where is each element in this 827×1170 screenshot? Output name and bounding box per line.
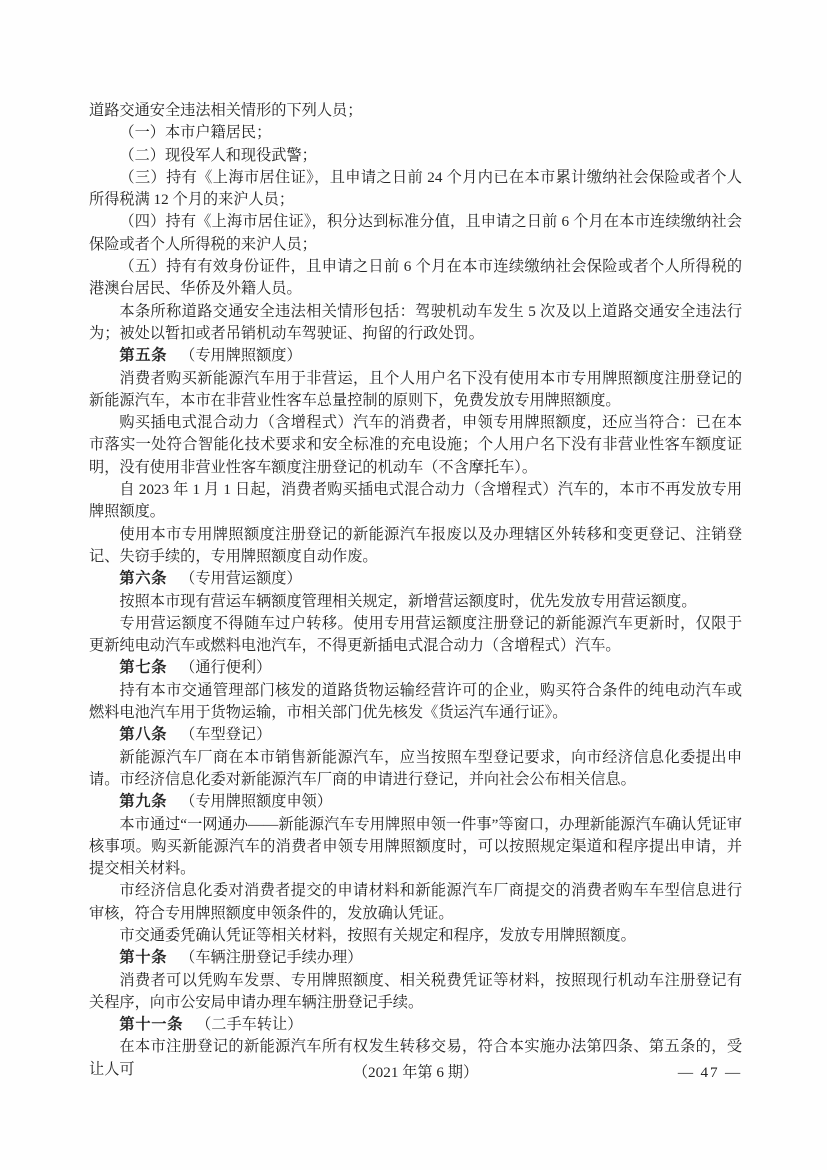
paragraph: 使用本市专用牌照额度注册登记的新能源汽车报废以及办理辖区外转移和变更登记、注销登记、失窃手续的，专用牌照额度自动作废。 bbox=[89, 525, 742, 565]
paragraph: 在本市注册登记的新能源汽车所有权发生转移交易，符合本实施办法第四条、第五条的，受让人可 bbox=[89, 1038, 742, 1078]
article-title: （车型登记） bbox=[180, 726, 272, 744]
page-footer bbox=[89, 1062, 742, 1084]
paragraph: 道路交通安全违法相关情形的下列人员； bbox=[89, 102, 363, 119]
paragraph: （一）本市户籍居民； bbox=[119, 124, 272, 142]
page-number: — 47 — bbox=[677, 1064, 742, 1081]
article-heading bbox=[89, 1014, 742, 1036]
paragraph: 按照本市现有营运车辆额度管理相关规定，新增营运额度时，优先发放专用营运额度。 bbox=[119, 592, 697, 610]
paragraph: 市交通委凭确认凭证等相关材料，按照有关规定和程序，发放专用牌照额度。 bbox=[119, 926, 636, 944]
paragraph: 消费者可以凭购车发票、专用牌照额度、相关税费凭证等材料，按照现行机动车注册登记有关程序，向市公安局申请办理车辆注册登记手续。 bbox=[89, 971, 742, 1011]
paragraph: 新能源汽车厂商在本市销售新能源汽车，应当按照车型登记要求，向市经济信息化委提出申请。市经济信息化委对新能源汽车厂商的申请进行登记，并向社会公布相关信息。 bbox=[89, 748, 742, 788]
article-heading bbox=[89, 657, 742, 679]
article-title: （二手车转让） bbox=[196, 1016, 303, 1034]
article-heading bbox=[89, 724, 742, 746]
article-heading bbox=[89, 345, 742, 367]
article-title: （专用营运额度） bbox=[180, 570, 302, 588]
article-number: 第七条 bbox=[119, 659, 168, 677]
paragraph: （五）持有有效身份证件，且申请之日前 6 个月在本市连续缴纳社会保险或者个人所得税的港澳台居民、华侨及外籍人员。 bbox=[89, 258, 742, 298]
paragraph: 专用营运额度不得随车过户转移。使用专用营运额度注册登记的新能源汽车更新时，仅限于更新纯电动汽车或燃料电池汽车，不得更新插电式混合动力（含增程式）汽车。 bbox=[89, 614, 742, 655]
article-title: （专用牌照额度） bbox=[180, 347, 302, 365]
paragraph: 自 2023 年 1 月 1 日起，消费者购买插电式混合动力（含增程式）汽车的，本市不再发放专用牌照额度。 bbox=[89, 481, 742, 521]
paragraph: 本市通过“一网通办——新能源汽车专用牌照申领一件事”等窗口，办理新能源汽车确认凭证审核事项。购买新能源汽车的消费者申领专用牌照额度时，可以按照规定渠道和程序提出申请，并提交相关材料。 bbox=[89, 815, 742, 878]
article-number: 第十条 bbox=[119, 949, 168, 967]
article-heading bbox=[89, 568, 742, 590]
paragraph: （四）持有《上海市居住证》，积分达到标准分值，且申请之日前 6 个月在本市连续缴纳社会保险或者个人所得税的来沪人员； bbox=[89, 213, 742, 253]
article-title: （专用牌照额度申领） bbox=[180, 793, 333, 811]
document-body bbox=[89, 100, 742, 1081]
article-title: （通行便利） bbox=[180, 659, 272, 677]
article-number: 第十一条 bbox=[119, 1016, 184, 1034]
paragraph: 持有本市交通管理部门核发的道路货物运输经营许可的企业，购买符合条件的纯电动汽车或燃料电池汽车用于货物运输，市相关部门优先核发《货运汽车通行证》。 bbox=[89, 681, 742, 722]
article-number: 第六条 bbox=[119, 570, 168, 588]
paragraph: 市经济信息化委对消费者提交的申请材料和新能源汽车厂商提交的消费者购车车型信息进行审核，符合专用牌照额度申领条件的，发放确认凭证。 bbox=[89, 882, 742, 922]
article-number: 第八条 bbox=[119, 726, 168, 744]
article-number: 第九条 bbox=[119, 793, 168, 811]
article-number: 第五条 bbox=[119, 347, 168, 365]
paragraph: 购买插电式混合动力（含增程式）汽车的消费者，申领专用牌照额度，还应当符合：已在本市落实一处符合智能化技术要求和安全标准的充电设施；个人用户名下没有非营业性客车额度证明，没有使用非营业性客车额度注册登记的机动车（不含摩托车）。 bbox=[89, 414, 742, 476]
paragraph: （二）现役军人和现役武警； bbox=[119, 146, 317, 164]
paragraph: 消费者购买新能源汽车用于非营运，且个人用户名下没有使用本市专用牌照额度注册登记的新能源汽车，本市在非营业性客车总量控制的原则下，免费发放专用牌照额度。 bbox=[89, 369, 742, 409]
article-title: （车辆注册登记手续办理） bbox=[180, 949, 363, 967]
article-heading bbox=[89, 947, 742, 969]
issue-label: （2021 年第 6 期） bbox=[352, 1064, 479, 1081]
paragraph: （三）持有《上海市居住证》，且申请之日前 24 个月内已在本市累计缴纳社会保险或者个人所得税满 12 个月的来沪人员； bbox=[89, 168, 742, 209]
paragraph: 本条所称道路交通安全违法相关情形包括：驾驶机动车发生 5 次及以上道路交通安全违法行为；被处以暂扣或者吊销机动车驾驶证、拘留的行政处罚。 bbox=[89, 302, 742, 342]
article-heading bbox=[89, 791, 742, 813]
